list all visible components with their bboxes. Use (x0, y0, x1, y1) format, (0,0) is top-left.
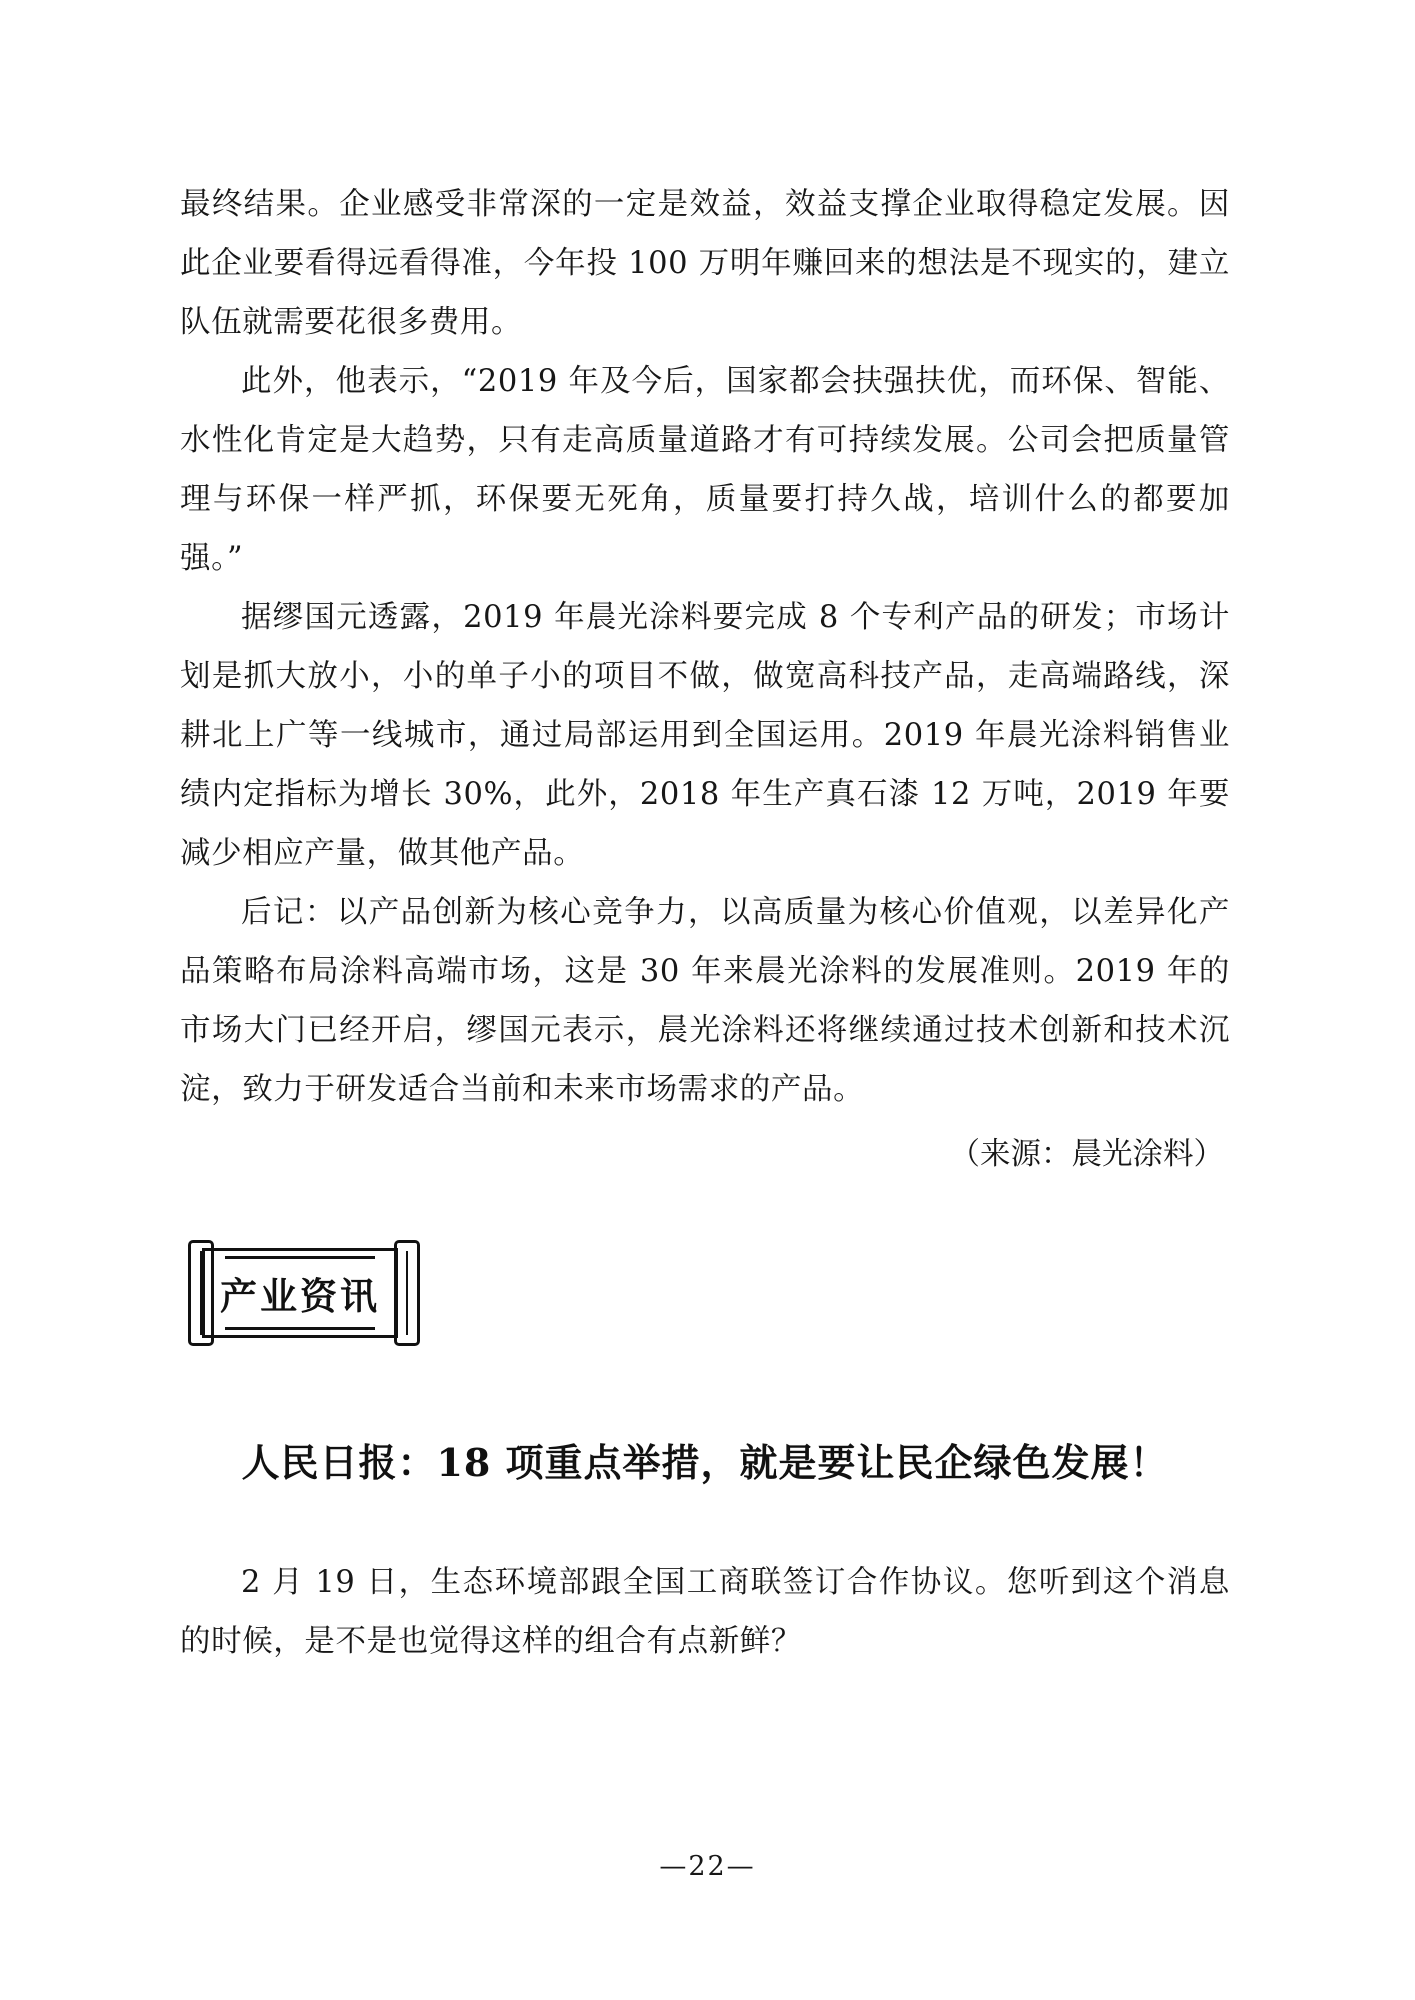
section-banner-box (202, 1248, 398, 1338)
article-continuation-body (180, 175, 1230, 1119)
scroll-bottom-rule (225, 1327, 375, 1330)
source-attribution: （来源：晨光涂料） (949, 1137, 1224, 1172)
page-number: —22— (659, 1851, 756, 1882)
article-body (180, 1553, 1230, 1671)
paragraph: 据缪国元透露，2019 年晨光涂料要完成 8 个专利产品的研发；市场计划是抓大放小，小的单子小的项目不做，做宽高科技产品，走高端路线，深耕北上广等一线城市，通过局部运用到全国运用。2019 年晨光涂料销售业绩内定指标为增长 30%，此外，2018 年生产真石漆 12 万吨，2019 年要减少相应产量，做其他产品。 (180, 600, 1230, 871)
paragraph: 此外，他表示，“2019 年及今后，国家都会扶强扶优，而环保、智能、水性化肯定是大趋势，只有走高质量道路才有可持续发展。公司会把质量管理与环保一样严抓，环保要无死角，质量要打持久战，培训什么的都要加强。” (180, 364, 1230, 576)
paragraph: 后记：以产品创新为核心竞争力，以高质量为核心价值观，以差异化产品策略布局涂料高端市场，这是 30 年来晨光涂料的发展准则。2019 年的市场大门已经开启，缪国元表示，晨光涂料还将继续通过技术创新和技术沉淀，致力于研发适合当前和未来市场需求的产品。 (180, 895, 1230, 1107)
paragraph: 最终结果。企业感受非常深的一定是效益，效益支撑企业取得稳定发展。因此企业要看得远看得准，今年投 100 万明年赚回来的想法是不现实的，建立队伍就需要花很多费用。 (180, 187, 1230, 340)
paragraph: 2 月 19 日，生态环境部跟全国工商联签订合作协议。您听到这个消息的时候，是不是也觉得这样的组合有点新鲜？ (180, 1565, 1230, 1659)
article-title: 人民日报：18 项重点举措，就是要让民企绿色发展！ (241, 1440, 1169, 1485)
section-banner-label: 产业资讯 (220, 1274, 380, 1318)
section-banner (188, 1240, 420, 1348)
scroll-top-rule (225, 1256, 375, 1259)
